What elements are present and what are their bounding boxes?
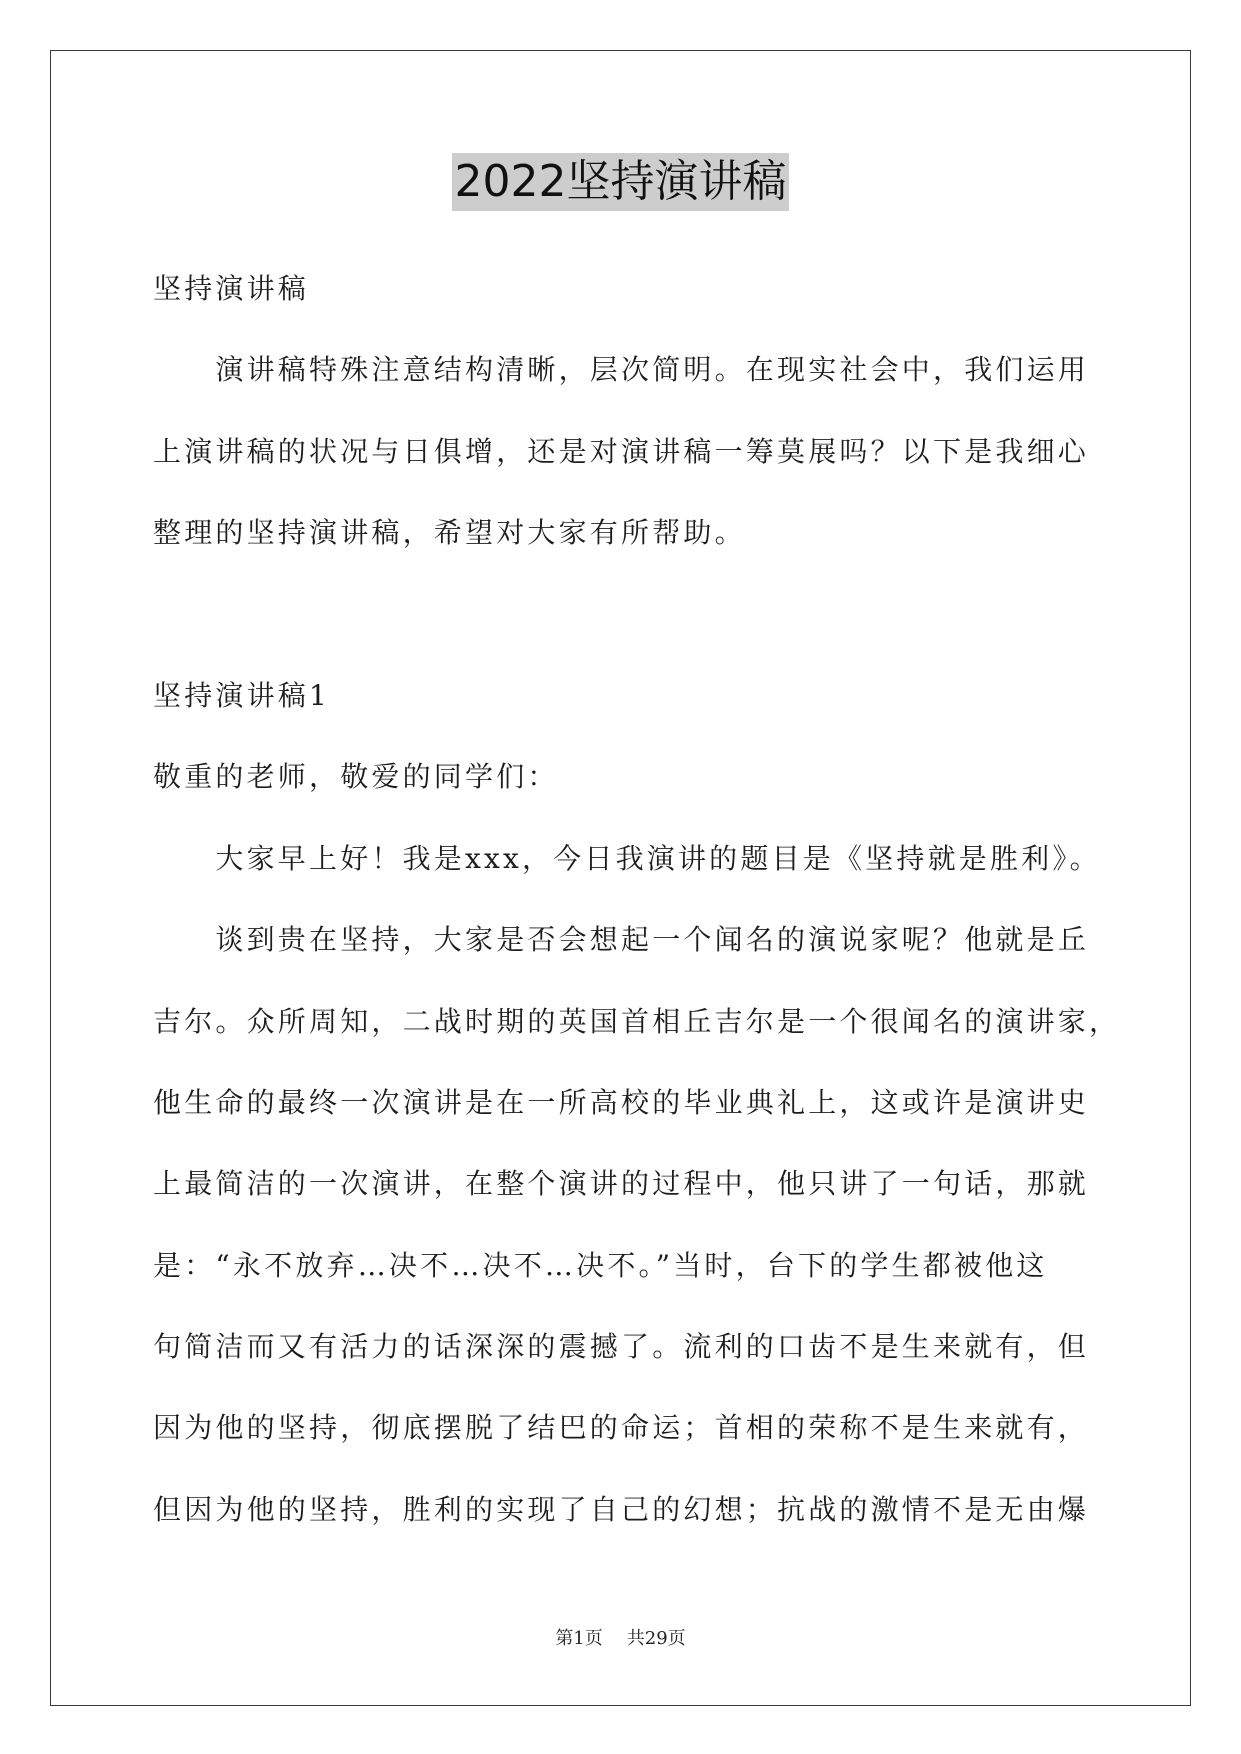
paragraph-line: 因为他的坚持，彻底摆脱了结巴的命运；首相的荣称不是生来就有， xyxy=(153,1411,1090,1445)
paragraph-line: 演讲稿特殊注意结构清晰，层次简明。在现实社会中，我们运用 xyxy=(215,353,1089,387)
title-container xyxy=(0,153,1241,211)
paragraph-line: 他生命的最终一次演讲是在一所高校的毕业典礼上，这或许是演讲史 xyxy=(153,1085,1090,1119)
body-paragraph xyxy=(153,818,1153,899)
page-total: 共29页 xyxy=(626,1628,686,1649)
document-body xyxy=(153,248,1153,1550)
page-number: 第1页 xyxy=(555,1628,603,1649)
blank-line xyxy=(153,574,1153,655)
paragraph-line: 上最简洁的一次演讲，在整个演讲的过程中，他只讲了一句话，那就 xyxy=(153,1167,1090,1201)
paragraph-line: 整理的坚持演讲稿，希望对大家有所帮助。 xyxy=(153,516,746,550)
salutation: 敬重的老师，敬爱的同学们： xyxy=(153,760,559,794)
paragraph-line: 谈到贵在坚持，大家是否会想起一个闻名的演说家呢？他就是丘 xyxy=(215,923,1089,957)
paragraph-line: 句简洁而又有活力的话深深的震撼了。流利的口齿不是生来就有，但 xyxy=(153,1330,1090,1364)
paragraph-line: 大家早上好！我是xxx，今日我演讲的题目是《坚持就是胜利》。 xyxy=(215,841,1101,875)
document-title: 2022坚持演讲稿 xyxy=(452,153,790,211)
body-paragraph xyxy=(153,899,1153,1550)
paragraph-line: 是：“永不放弃…决不…决不…决不。”当时，台下的学生都被他这 xyxy=(153,1248,1048,1282)
section-title: 坚持演讲稿1 xyxy=(153,678,331,712)
intro-paragraph xyxy=(153,329,1153,573)
paragraph-line: 上演讲稿的状况与日俱增，还是对演讲稿一筹莫展吗？以下是我细心 xyxy=(153,434,1090,468)
paragraph-line: 但因为他的坚持，胜利的实现了自己的幻想；抗战的激情不是无由爆 xyxy=(153,1492,1090,1526)
page-footer xyxy=(0,1624,1241,1654)
paragraph-line: 吉尔。众所周知，二战时期的英国首相丘吉尔是一个很闻名的演讲家， xyxy=(153,1004,1121,1038)
subtitle: 坚持演讲稿 xyxy=(153,272,310,305)
